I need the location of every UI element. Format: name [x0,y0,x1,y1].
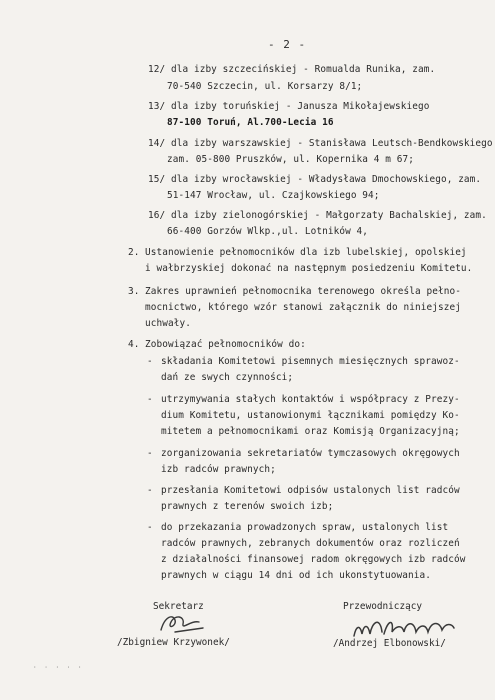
item-16-line-2: 66-400 Gorzów Wlkp.,ul. Lotników 4, [167,226,369,237]
point-3-number: 3. [128,286,140,297]
item-12-line-1: 12/ dla izby szczecińskiej - Romualda Runika, zam. [148,64,436,75]
point-2-line-2: i wałbrzyskiej dokonać na następnym posiedzeniu Komitetu. [145,263,473,274]
sub-2-line-1: utrzymywania stałych kontaktów i współpracy z Prezy- [161,394,460,405]
sub-1-dash: - [147,356,153,367]
sub-4-line-1: przesłania Komitetowi odpisów ustalonych list radców [161,485,460,496]
chairman-name: /Andrzej Elbonowski/ [333,638,446,649]
point-4-line-1: Zobowiązać pełnomocników do: [145,339,306,350]
point-2-line-1: Ustanowienie pełnomocników dla izb lubelskiej, opolskiej [145,247,467,258]
item-13-line-1: 13/ dla izby toruńskiej - Janusza Mikołajewskiego [148,101,430,112]
point-3-line-3: uchwały. [145,318,191,329]
point-3-line-1: Zakres uprawnień pełnomocnika terenowego określa pełno- [145,286,461,297]
item-14-line-2: zam. 05-800 Pruszków, ul. Kopernika 4 m 67; [167,154,415,165]
page-number: - 2 - [268,38,307,51]
item-12-line-2: 70-540 Szczecin, ul. Korsarzy 8/1; [167,81,363,92]
sub-3-line-1: zorganizowania sekretariatów tymczasowych okręgowych [161,448,460,459]
sub-5-dash: - [147,522,153,533]
point-4-number: 4. [128,339,140,350]
item-15-line-1: 15/ dla izby wrocławskiej - Władysława Dmochowskiego, zam. [148,174,482,185]
sub-3-dash: - [147,448,153,459]
sub-5-line-4: prawnych w ciągu 14 dni od ich ukonstytuowania. [161,570,431,581]
point-3-line-2: mocnictwo, którego wzór stanowi załącznik do niniejszej [145,302,461,313]
item-13-line-2: 87-100 Toruń, Al.700-Lecia 16 [167,117,334,128]
sub-5-line-1: do przekazania prowadzonych spraw, ustalonych list [161,522,449,533]
item-15-line-2: 51-147 Wrocław, ul. Czajkowskiego 94; [167,190,380,201]
point-2-number: 2. [128,247,140,258]
item-14-line-1: 14/ dla izby warszawskiej - Stanisława Leutsch-Bendkowskiego [148,138,493,149]
sub-2-line-2: dium Komitetu, ustanowionymi łącznikami pomiędzy Ko- [161,410,460,421]
secretary-name: /Zbigniew Krzywonek/ [117,637,230,648]
chairman-title: Przewodniczący [343,601,423,612]
sub-3-line-2: izb radców prawnych; [161,464,276,475]
sub-4-dash: - [147,485,153,496]
sub-4-line-2: prawnych z terenów swoich izb; [161,501,334,512]
sub-1-line-1: składania Komitetowi pisemnych miesięcznych sprawoz- [161,356,460,367]
sub-5-line-3: z działalności finansowej radom okręgowych izb radców [161,554,466,565]
secretary-signature [155,610,215,638]
sub-2-line-3: mitetem a pełnomocnikami oraz Komisją Organizacyjną; [161,426,460,437]
secretary-title: Sekretarz [153,601,204,612]
margin-mark: · · · · · [33,664,84,671]
sub-5-line-2: radców prawnych, zebranych dokumentów oraz rozliczeń [161,538,460,549]
sub-1-line-2: dań ze swych czynności; [161,372,294,383]
item-16-line-1: 16/ dla izby zielonogórskiej - Małgorzaty Bachalskiej, zam. [148,210,487,221]
sub-2-dash: - [147,394,153,405]
